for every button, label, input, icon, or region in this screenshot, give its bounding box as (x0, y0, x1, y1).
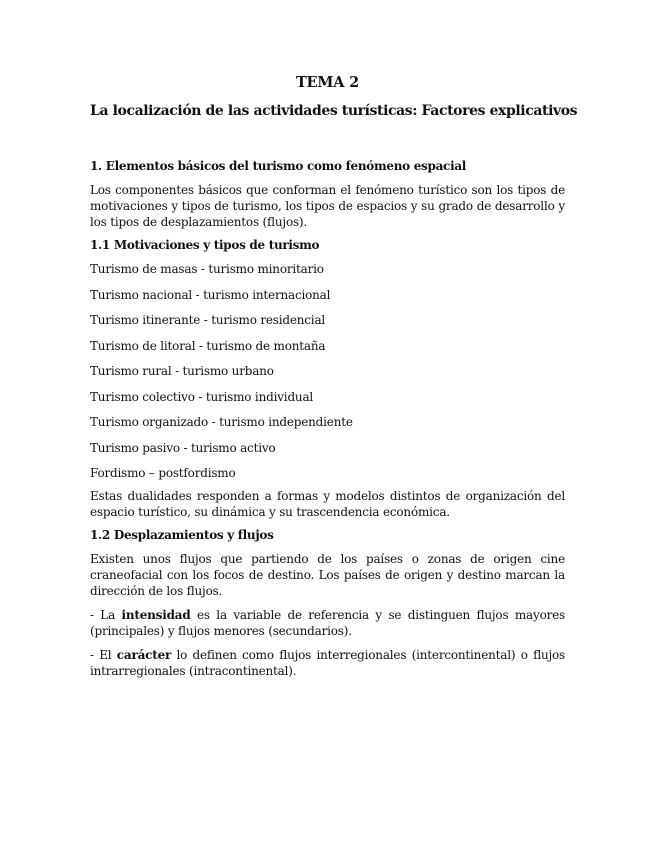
character-term: carácter (116, 648, 172, 662)
intensity-paragraph (90, 607, 565, 639)
character-paragraph (90, 647, 565, 679)
list-item: Turismo de litoral - turismo de montaña (90, 338, 326, 353)
tourism-types-list (90, 261, 565, 481)
section-1-2-heading: 1.2 Desplazamientos y flujos (90, 528, 274, 542)
intensity-term: intensidad (121, 608, 191, 622)
section-1-heading: 1. Elementos básicos del turismo como fenómeno espacial (90, 159, 467, 173)
document-page (90, 74, 578, 687)
list-item: Turismo colectivo - turismo individual (90, 389, 314, 404)
list-item: Turismo nacional - turismo internacional (90, 287, 331, 302)
intensity-text: es la variable de referencia y se distinguen flujos mayores (principales) y flujos menores (secundarios). (90, 608, 565, 638)
list-item: Turismo organizado - turismo independiente (90, 415, 353, 429)
list-item: Fordismo – postfordismo (90, 466, 236, 480)
list-item: Turismo itinerante - turismo residencial (90, 313, 326, 327)
section-1-intro: Los componentes básicos que conforman el fenómeno turístico son los tipos de motivaciones y tipos de turismo, los tipos de espacios y su grado de desarrollo y los tipos de desplazamientos (flujos). (90, 183, 565, 229)
intensity-prefix: - La (90, 608, 122, 622)
list-item: Turismo pasivo - turismo activo (90, 440, 276, 455)
list-item: Turismo rural - turismo urbano (90, 364, 274, 378)
list-item: Turismo de masas - turismo minoritario (90, 262, 324, 276)
character-text: lo definen como flujos interregionales (intercontinental) o flujos intrarregionales (intracontinental). (90, 648, 565, 678)
section-1-2-intro: Existen unos flujos que partiendo de los países o zonas de origen cine craneofacial con los focos de destino. Los países de origen y destino marcan la dirección de los flujos. (90, 552, 565, 598)
section-1-1-conclusion: Estas dualidades responden a formas y modelos distintos de organización del espacio turístico, su dinámica y su trascendencia económica. (90, 489, 565, 519)
character-prefix: - El (90, 648, 117, 662)
document-subtitle: La localización de las actividades turísticas: Factores explicativos (90, 103, 578, 119)
document-title: TEMA 2 (295, 74, 360, 91)
section-1-1-heading: 1.1 Motivaciones y tipos de turismo (90, 238, 320, 252)
